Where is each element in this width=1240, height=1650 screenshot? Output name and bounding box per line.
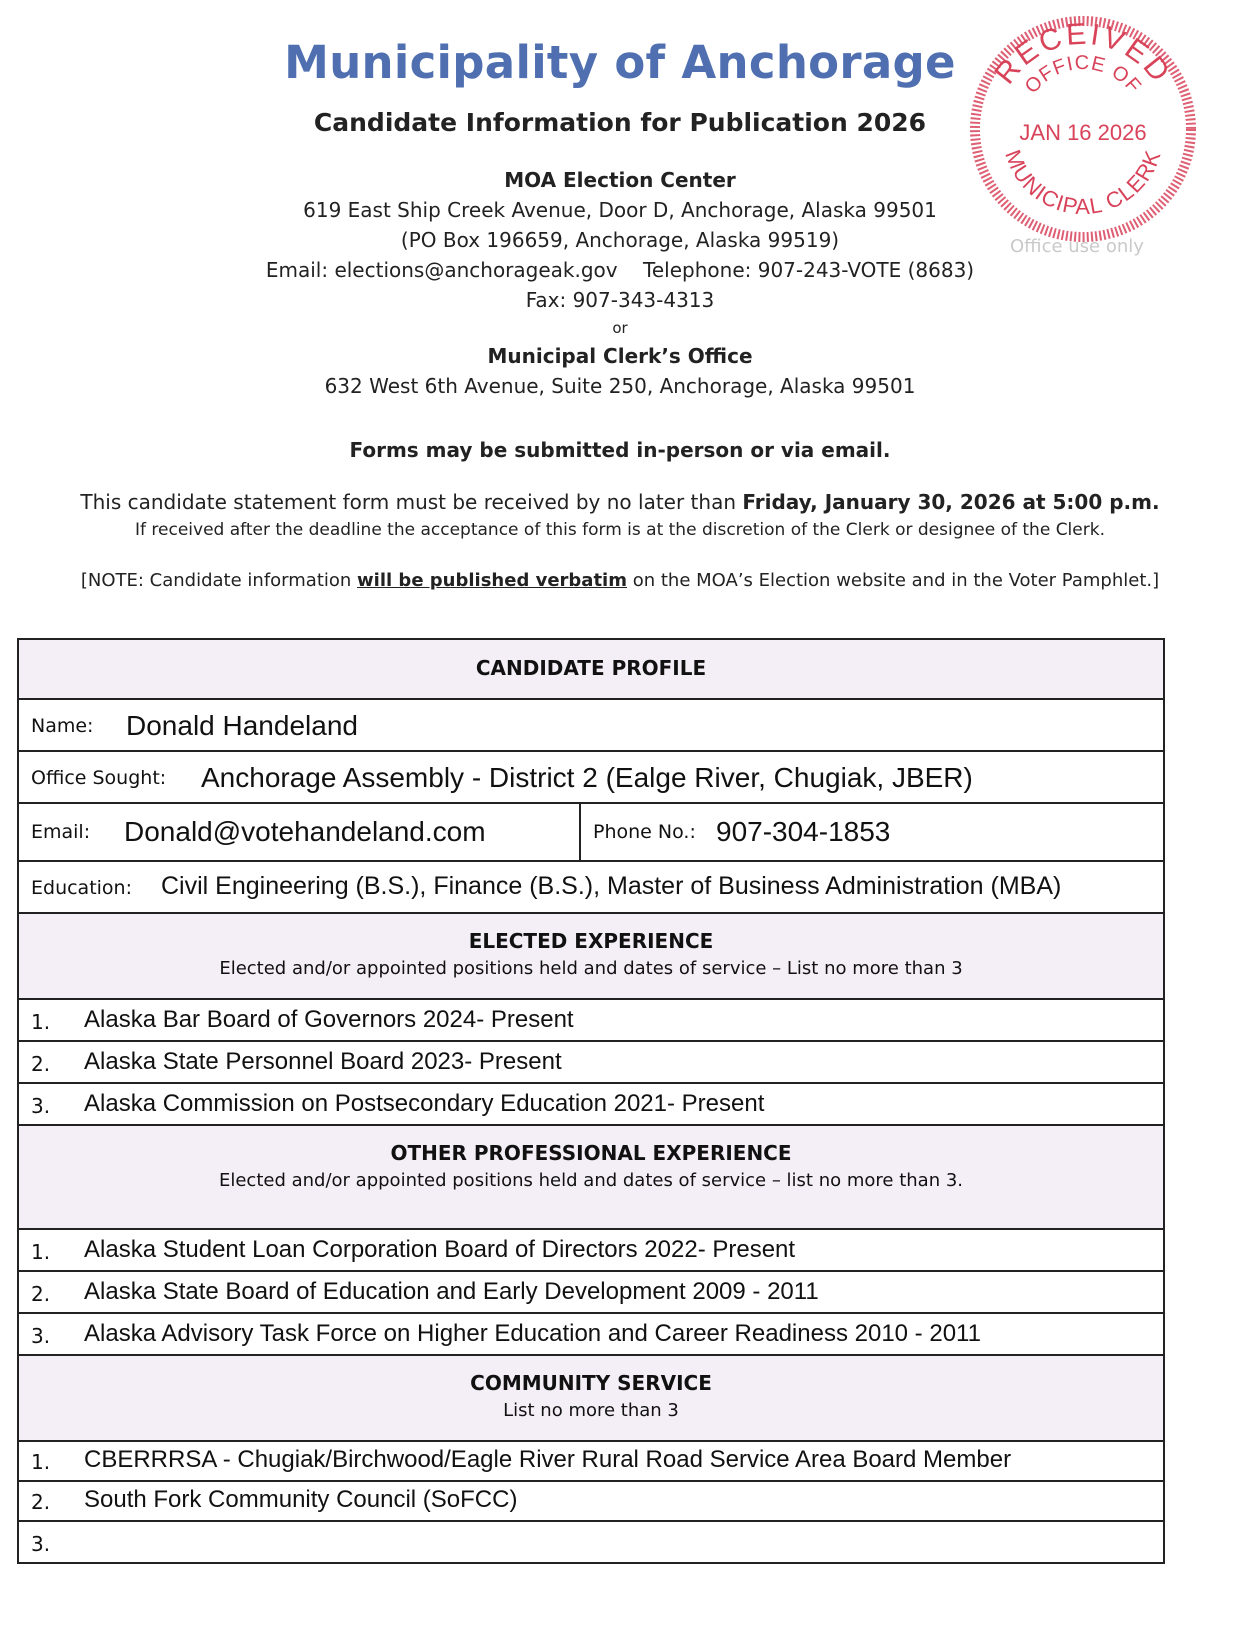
contact-row xyxy=(19,804,1163,862)
professional-experience-subtitle: Elected and/or appointed positions held and dates of service – list no more than 3. xyxy=(218,1170,963,1191)
list-item-text: South Fork Community Council (SoFCC) xyxy=(84,1486,518,1513)
list-item-text: Alaska State Personnel Board 2023- Present xyxy=(84,1048,562,1075)
list-item-text: Alaska State Board of Education and Early Development 2009 - 2011 xyxy=(84,1278,819,1305)
list-item xyxy=(19,1272,1163,1314)
election-center-heading: MOA Election Center xyxy=(504,168,736,192)
deadline-date: Friday, January 30, 2026 at 5:00 p.m. xyxy=(742,490,1160,514)
election-center-address: 619 East Ship Creek Avenue, Door D, Anchorage, Alaska 99501 xyxy=(303,198,937,222)
list-item-text: Alaska Commission on Postsecondary Education 2021- Present xyxy=(84,1090,765,1117)
verbatim-note xyxy=(0,570,1240,591)
list-item-number: 2. xyxy=(31,1282,51,1306)
office-sought-value: Anchorage Assembly - District 2 (Ealge River, Chugiak, JBER) xyxy=(201,762,973,793)
education-label: Education: xyxy=(31,877,132,899)
page-subtitle: Candidate Information for Publication 2026 xyxy=(313,108,927,137)
list-item xyxy=(19,1314,1163,1356)
or-separator: or xyxy=(612,319,628,337)
elected-experience-subtitle: Elected and/or appointed positions held and dates of service – List no more than 3 xyxy=(219,958,963,979)
submission-note: Forms may be submitted in-person or via email. xyxy=(349,438,891,462)
list-item-text: Alaska Student Loan Corporation Board of Directors 2022- Present xyxy=(84,1236,796,1263)
list-item xyxy=(19,1522,1163,1562)
received-stamp xyxy=(968,14,1198,244)
list-item-number: 1. xyxy=(31,1240,51,1264)
education-row xyxy=(19,862,1163,914)
list-item xyxy=(19,1230,1163,1272)
office-sought-label: Office Sought: xyxy=(31,767,167,789)
email-value: Donald@votehandeland.com xyxy=(124,816,486,847)
election-center-fax: Fax: 907-343-4313 xyxy=(525,288,715,312)
stamp-received-text: RECEIVED xyxy=(988,17,1178,91)
clerk-office-address: 632 West 6th Avenue, Suite 250, Anchorage, Alaska 99501 xyxy=(324,374,916,398)
candidate-profile-table xyxy=(17,638,1165,1564)
list-item-text: Alaska Advisory Task Force on Higher Education and Career Readiness 2010 - 2011 xyxy=(84,1320,981,1347)
phone-label: Phone No.: xyxy=(593,821,696,843)
candidate-profile-header xyxy=(19,640,1163,700)
contact-divider xyxy=(579,804,581,860)
late-submission-note: If received after the deadline the acceptance of this form is at the discretion of the Clerk or designee of the Clerk. xyxy=(135,520,1105,540)
list-item-number: 3. xyxy=(31,1532,51,1556)
list-item xyxy=(19,1482,1163,1522)
list-item xyxy=(19,1442,1163,1482)
elected-experience-title: ELECTED EXPERIENCE xyxy=(468,929,714,953)
clerk-office-heading: Municipal Clerk’s Office xyxy=(487,344,753,368)
professional-experience-title: OTHER PROFESSIONAL EXPERIENCE xyxy=(390,1141,792,1165)
note-suffix: on the MOA’s Election website and in the Voter Pamphlet.] xyxy=(627,570,1160,591)
list-item-number: 1. xyxy=(31,1010,51,1034)
stamp-municipal-clerk-text: MUNICIPAL CLERK xyxy=(1000,146,1166,220)
name-label: Name: xyxy=(31,715,94,737)
list-item xyxy=(19,1000,1163,1042)
list-item-text: CBERRRSA - Chugiak/Birchwood/Eagle River Rural Road Service Area Board Member xyxy=(84,1446,1012,1473)
note-prefix: [NOTE: Candidate information xyxy=(80,570,358,591)
list-item-number: 3. xyxy=(31,1094,51,1118)
page-title: Municipality of Anchorage xyxy=(284,36,956,89)
community-service-title: COMMUNITY SERVICE xyxy=(470,1371,712,1395)
email-label: Email: xyxy=(31,821,91,843)
election-center-contact: Email: elections@anchorageak.gov Telephone: 907-243-VOTE (8683) xyxy=(265,258,975,282)
professional-experience-header xyxy=(19,1126,1163,1230)
candidate-profile-title: CANDIDATE PROFILE xyxy=(475,656,707,680)
list-item xyxy=(19,1042,1163,1084)
election-center-po-box: (PO Box 196659, Anchorage, Alaska 99519) xyxy=(400,228,840,252)
office-sought-row xyxy=(19,752,1163,804)
stamp-office-of-text: OFFICE OF xyxy=(1020,51,1146,98)
list-item-number: 2. xyxy=(31,1490,51,1514)
name-value: Donald Handeland xyxy=(126,710,358,741)
community-service-subtitle: List no more than 3 xyxy=(503,1400,679,1421)
community-service-header xyxy=(19,1356,1163,1442)
education-value: Civil Engineering (B.S.), Finance (B.S.), Master of Business Administration (MBA) xyxy=(161,872,1062,900)
deadline-prefix: This candidate statement form must be received by no later than xyxy=(80,490,743,514)
phone-value: 907-304-1853 xyxy=(716,816,891,847)
list-item-number: 2. xyxy=(31,1052,51,1076)
office-use-only-label: Office use only xyxy=(1010,236,1144,257)
deadline-line xyxy=(0,490,1240,514)
list-item-text: Alaska Bar Board of Governors 2024- Present xyxy=(84,1006,574,1033)
name-row xyxy=(19,700,1163,752)
elected-experience-header xyxy=(19,914,1163,1000)
note-emphasis: will be published verbatim xyxy=(357,570,627,591)
list-item-number: 1. xyxy=(31,1450,51,1474)
list-item-number: 3. xyxy=(31,1324,51,1348)
list-item xyxy=(19,1084,1163,1126)
stamp-date: JAN 16 2026 xyxy=(1019,120,1147,145)
